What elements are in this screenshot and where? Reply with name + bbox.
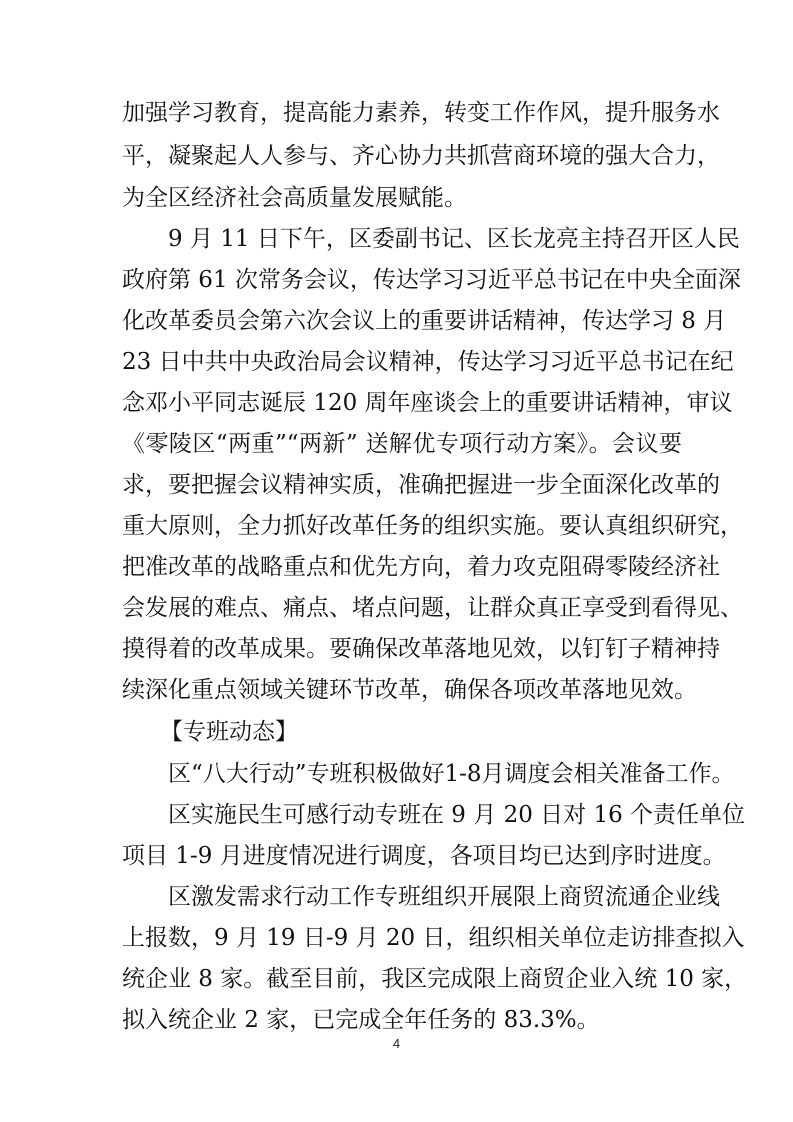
page-number: 4 [392, 1036, 401, 1051]
text-line: 会发展的难点、痛点、堵点问题，让群众真正享受到看得见、 [122, 595, 743, 621]
text-line: 平，凝聚起人人参与、齐心协力共抓营商环境的强大合力， [122, 143, 720, 169]
text-line: 上报数，9 月 19 日-9 月 20 日，组织相关单位走访排查拟入 [122, 925, 745, 951]
section-heading: 【专班动态】 [160, 719, 298, 745]
text-line: 政府第 61 次常务会议，传达学习习近平总书记在中央全面深 [122, 267, 741, 293]
text-line: 《零陵区“两重”“两新” 送解优专项行动方案》。会议要 [122, 431, 682, 457]
text-line: 项目 1-9 月进度情况进行调度，各项目均已达到序时进度。 [122, 843, 726, 869]
text-line: 23 日中共中央政治局会议精神，传达学习习近平总书记在纪 [122, 349, 734, 375]
text-line: 续深化重点领域关键环节改革，确保各项改革落地见效。 [122, 677, 697, 703]
text-line: 加强学习教育，提高能力素养，转变工作作风，提升服务水 [122, 100, 720, 126]
text-line: 把准改革的战略重点和优先方向，着力攻克阻碍零陵经济社 [122, 554, 720, 580]
text-line: 9 月 11 日下午，区委副书记、区长龙亮主持召开区人民 [168, 226, 740, 252]
text-line: 区“八大行动”专班积极做好1-8月调度会相关准备工作。 [168, 761, 735, 787]
text-line: 摸得着的改革成果。要确保改革落地见效，以钉钉子精神持 [122, 636, 720, 662]
text-line: 区实施民生可感行动专班在 9 月 20 日对 16 个责任单位 [168, 802, 746, 828]
text-line: 求，要把握会议精神实质，准确把握进一步全面深化改革的 [122, 472, 720, 498]
text-line: 拟入统企业 2 家，已完成全年任务的 83.3%。 [122, 1007, 600, 1033]
text-line: 念邓小平同志诞辰 120 周年座谈会上的重要讲话精神，审议 [122, 390, 733, 416]
text-line: 为全区经济社会高质量发展赋能。 [122, 185, 467, 211]
text-line: 重大原则，全力抓好改革任务的组织实施。要认真组织研究， [122, 513, 743, 539]
text-line: 区激发需求行动工作专班组织开展限上商贸流通企业线 [168, 884, 720, 910]
text-line: 统企业 8 家。截至目前，我区完成限上商贸企业入统 10 家， [122, 966, 748, 992]
text-line: 化改革委员会第六次会议上的重要讲话精神，传达学习 8 月 [122, 308, 727, 334]
